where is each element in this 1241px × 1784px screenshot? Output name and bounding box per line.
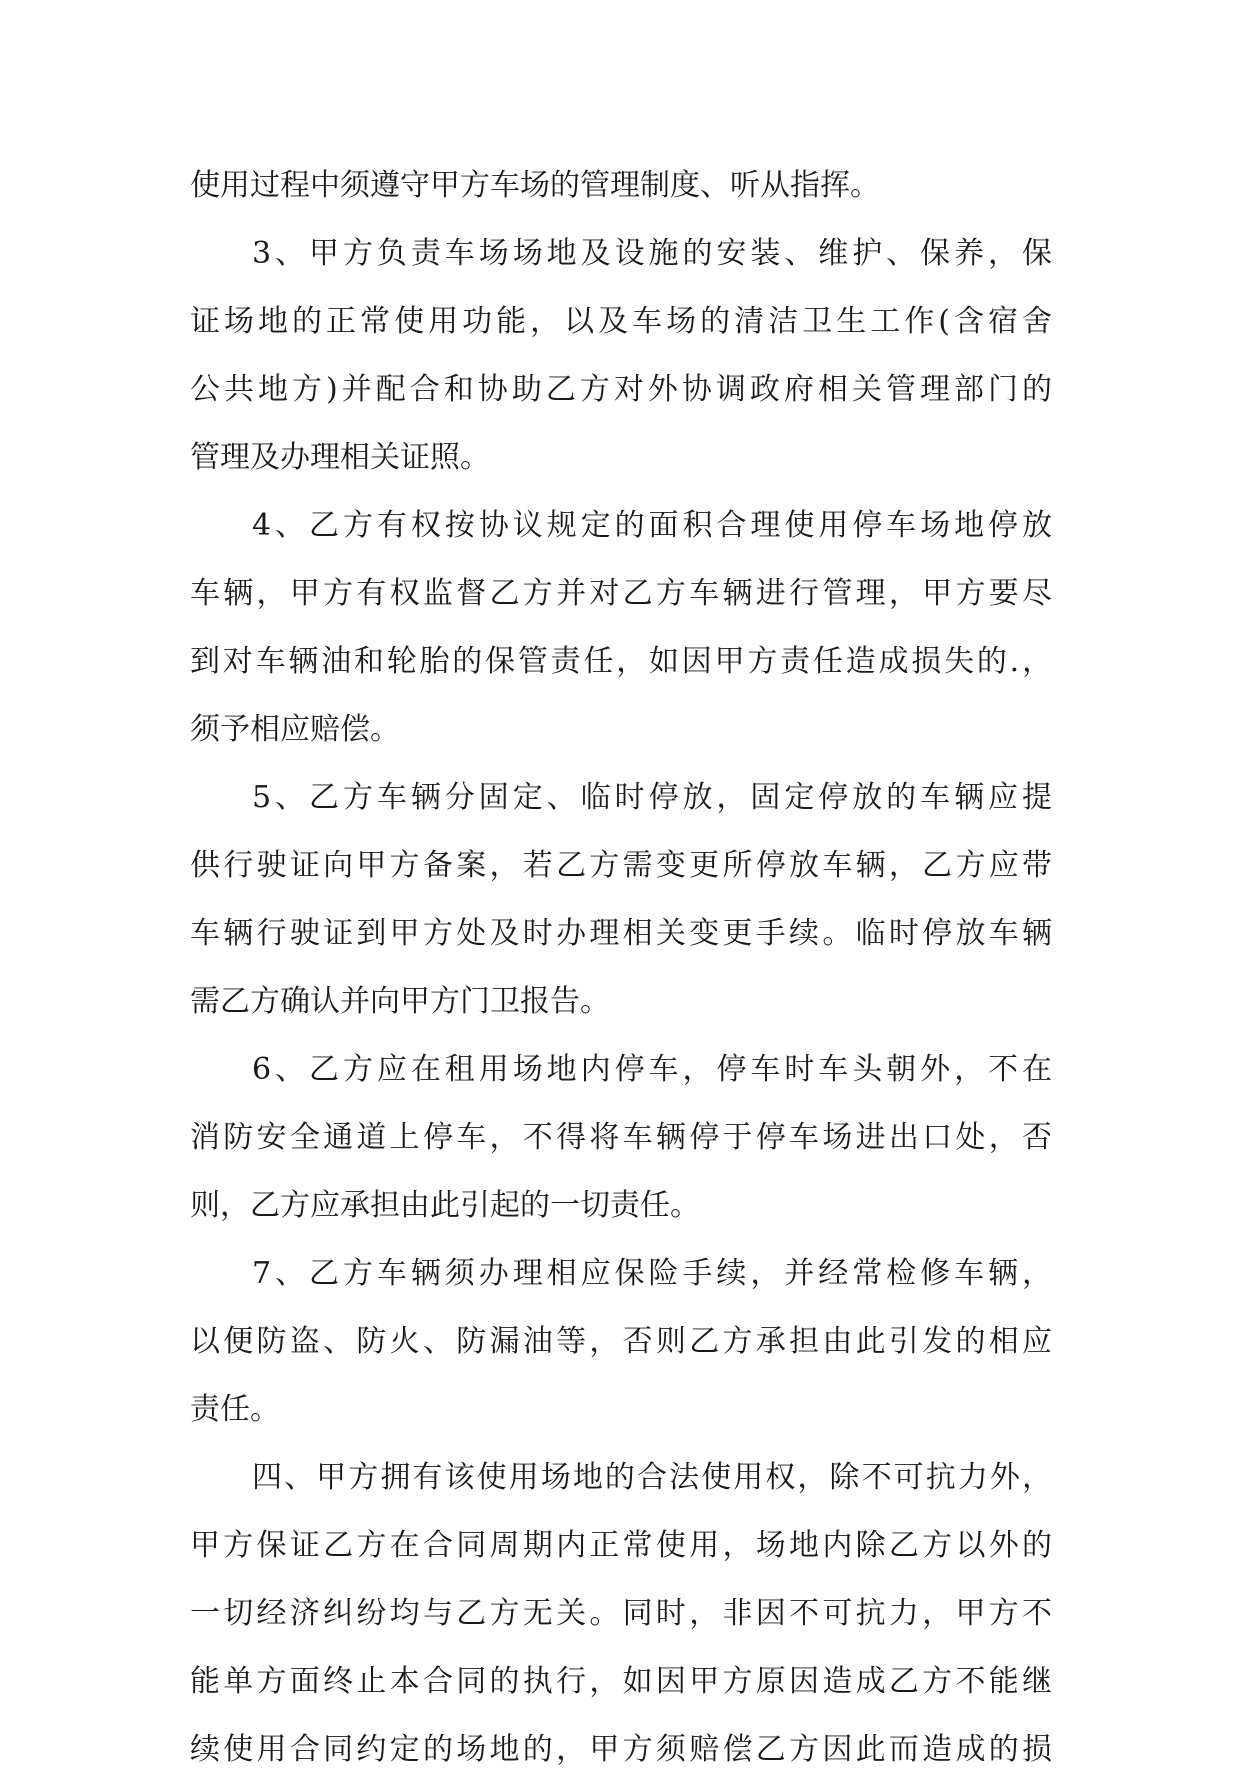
document-line: 四、甲方拥有该使用场地的合法使用权，除不可抗力外， [252, 1460, 1052, 1495]
document-line: 7、乙方车辆须办理相应保险手续，并经常检修车辆， [252, 1256, 1052, 1291]
document-line: 4、乙方有权按协议规定的面积合理使用停车场地停放 [252, 508, 1052, 543]
document-line: 3、甲方负责车场场地及设施的安装、维护、保养，保 [252, 236, 1052, 271]
document-line: 一切经济纠纷均与乙方无关。同时，非因不可抗力，甲方不 [190, 1596, 1052, 1631]
document-line: 6、乙方应在租用场地内停车，停车时车头朝外，不在 [252, 1052, 1052, 1087]
document-line: 使用过程中须遵守甲方车场的管理制度、听从指挥。 [190, 168, 880, 203]
document-line: 需乙方确认并向甲方门卫报告。 [190, 984, 610, 1019]
document-line: 甲方保证乙方在合同周期内正常使用，场地内除乙方以外的 [190, 1528, 1052, 1563]
document-line: 以便防盗、防火、防漏油等，否则乙方承担由此引发的相应 [190, 1324, 1052, 1359]
document-line: 能单方面终止本合同的执行，如因甲方原因造成乙方不能继 [190, 1664, 1052, 1699]
document-line: 5、乙方车辆分固定、临时停放，固定停放的车辆应提 [252, 780, 1052, 815]
document-line: 则，乙方应承担由此引起的一切责任。 [190, 1188, 700, 1223]
document-line: 管理及办理相关证照。 [190, 440, 490, 475]
document-line: 到对车辆油和轮胎的保管责任，如因甲方责任造成损失的.， [190, 644, 1052, 679]
document-line: 消防安全通道上停车，不得将车辆停于停车场进出口处，否 [190, 1120, 1052, 1155]
document-body [190, 152, 1052, 1784]
document-line: 供行驶证向甲方备案，若乙方需变更所停放车辆，乙方应带 [190, 848, 1052, 883]
document-line: 须予相应赔偿。 [190, 712, 400, 747]
document-line: 续使用合同约定的场地的，甲方须赔偿乙方因此而造成的损 [190, 1732, 1052, 1767]
document-line: 责任。 [190, 1392, 280, 1427]
document-line: 公共地方)并配合和协助乙方对外协调政府相关管理部门的 [190, 372, 1052, 407]
document-line: 车辆，甲方有权监督乙方并对乙方车辆进行管理，甲方要尽 [190, 576, 1052, 611]
document-line: 证场地的正常使用功能，以及车场的清洁卫生工作(含宿舍 [190, 304, 1052, 339]
document-line: 车辆行驶证到甲方处及时办理相关变更手续。临时停放车辆 [190, 916, 1052, 951]
